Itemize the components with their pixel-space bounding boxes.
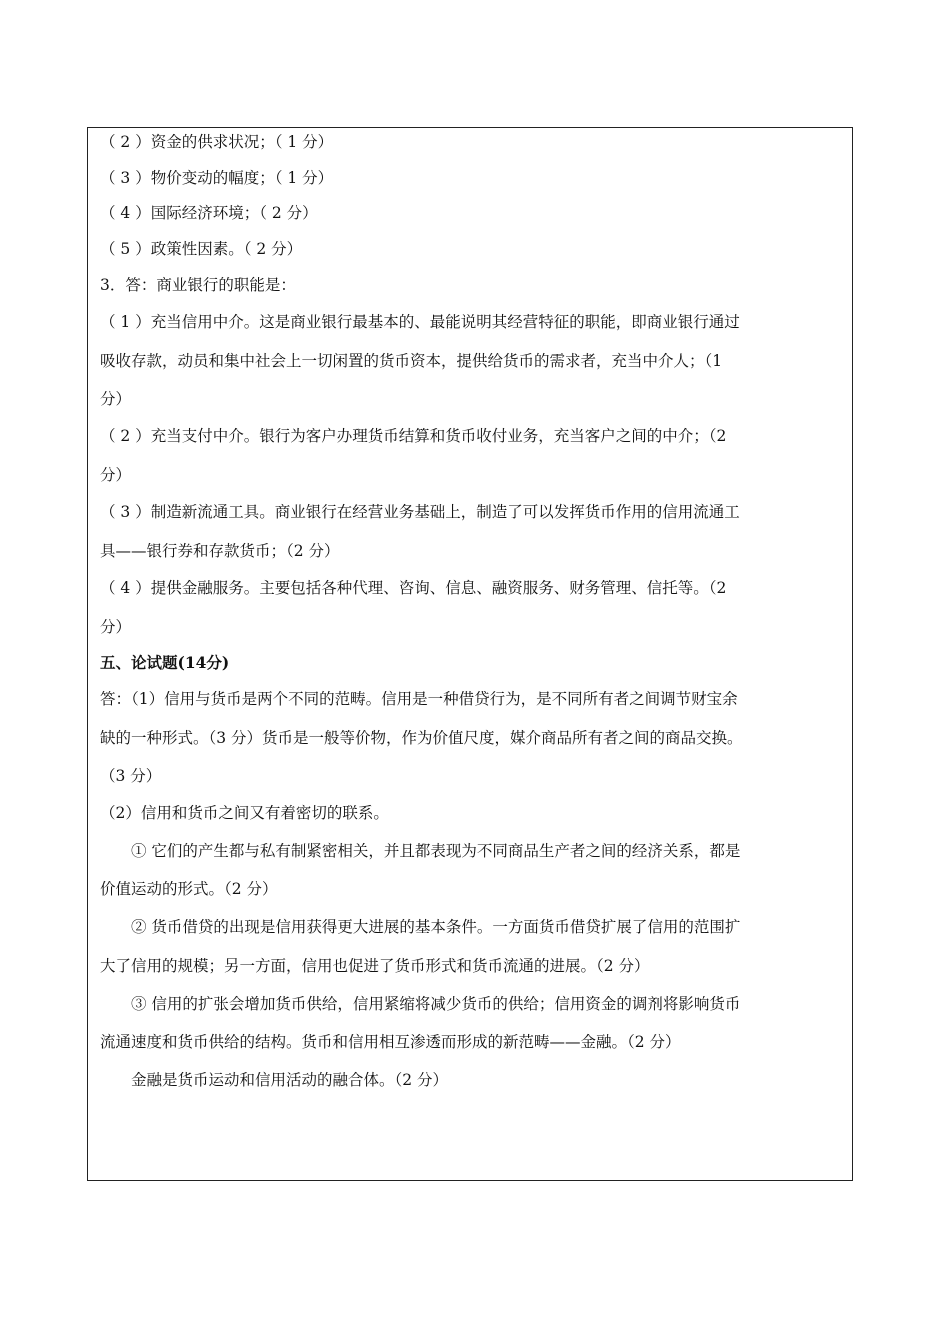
text-line: 价值运动的形式。（2 分）: [100, 880, 278, 898]
text-line: （ 2 ）资金的供求状况；（ 1 分）: [100, 133, 334, 151]
text-line: 大了信用的规模；另一方面，信用也促进了货币形式和货币流通的进展。（2 分）: [100, 957, 650, 975]
text-line: 分）: [100, 618, 132, 636]
text-line: （3 分）: [100, 767, 162, 785]
text-line: （ 4 ）提供金融服务。主要包括各种代理、咨询、信息、融资服务、财务管理、信托等。（2: [100, 579, 727, 597]
text-line: ③ 信用的扩张会增加货币供给，信用紧缩将减少货币的供给；信用资金的调剂将影响货币: [131, 995, 741, 1013]
text-line: 吸收存款，动员和集中社会上一切闲置的货币资本，提供给货币的需求者，充当中介人；（1: [100, 352, 723, 370]
text-line: （ 2 ）充当支付中介。银行为客户办理货币结算和货币收付业务，充当客户之间的中介；（2: [100, 427, 727, 445]
text-line: 分）: [100, 466, 132, 484]
text-line: 具——银行券和存款货币；（2 分）: [100, 542, 340, 560]
text-line: 答：（1）信用与货币是两个不同的范畴。信用是一种借贷行为，是不同所有者之间调节财宝余: [100, 690, 738, 708]
text-line: ① 它们的产生都与私有制紧密相关，并且都表现为不同商品生产者之间的经济关系，都是: [131, 842, 741, 860]
text-line: （ 1 ）充当信用中介。这是商业银行最基本的、最能说明其经营特征的职能，即商业银行通过: [100, 313, 740, 331]
text-line: 缺的一种形式。（3 分）货币是一般等价物，作为价值尺度，媒介商品所有者之间的商品交换。: [100, 729, 743, 747]
text-line: （2）信用和货币之间又有着密切的联系。: [100, 804, 389, 822]
text-line: （ 5 ）政策性因素。（ 2 分）: [100, 240, 303, 258]
text-line: 3．答：商业银行的职能是：: [100, 276, 296, 294]
text-line: 金融是货币运动和信用活动的融合体。（2 分）: [131, 1071, 449, 1089]
text-line: 分）: [100, 390, 132, 408]
text-line: （ 3 ）物价变动的幅度；（ 1 分）: [100, 169, 334, 187]
text-line: ② 货币借贷的出现是信用获得更大进展的基本条件。一方面货币借贷扩展了信用的范围扩: [131, 918, 741, 936]
text-line: （ 4 ）国际经济环境；（ 2 分）: [100, 204, 318, 222]
text-line: 流通速度和货币供给的结构。货币和信用相互渗透而形成的新范畴——金融。（2 分）: [100, 1033, 681, 1051]
section-heading: 五、论试题(14分): [100, 653, 230, 672]
text-line: （ 3 ）制造新流通工具。商业银行在经营业务基础上，制造了可以发挥货币作用的信用流通工: [100, 503, 740, 521]
